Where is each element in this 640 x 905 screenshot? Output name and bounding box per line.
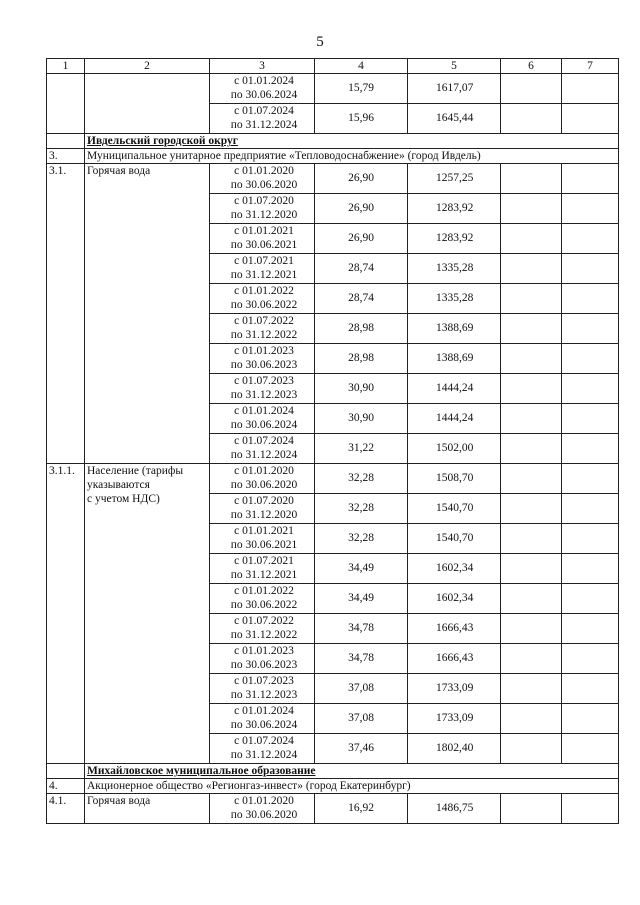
- rate-cell: [315, 644, 408, 674]
- empty-cell-6: [501, 194, 562, 224]
- tariff-cell: [408, 104, 501, 134]
- item-name-line: с учетом НДС): [87, 493, 160, 505]
- period-to: по 31.12.2023: [230, 389, 298, 401]
- org-name-cell: Муниципальное унитарное предприятие «Тепловодоснабжение» (город Ивдель): [85, 149, 619, 164]
- tariff-cell-value: 1388,69: [436, 352, 474, 364]
- period-from: с 01.07.2021: [234, 255, 294, 267]
- rate-cell: [315, 524, 408, 554]
- empty-cell-7: [562, 794, 619, 824]
- period-from: с 01.07.2022: [234, 615, 294, 627]
- org-number-cell: 3.: [47, 149, 85, 164]
- section-title: Михайловское муниципальное образование: [87, 765, 316, 777]
- tariff-cell: [408, 374, 501, 404]
- empty-cell-7: [562, 404, 619, 434]
- period-to: по 31.12.2020: [230, 209, 298, 221]
- period-from: с 01.01.2020: [234, 165, 294, 177]
- rate-cell: [315, 374, 408, 404]
- rate-cell: [315, 704, 408, 734]
- item-name-line: Население (тарифы: [87, 465, 184, 477]
- section-row: [47, 764, 619, 779]
- rate-cell-value: 28,98: [348, 322, 374, 334]
- period-cell: [210, 644, 315, 674]
- tariff-cell: [408, 704, 501, 734]
- period-to: по 30.06.2023: [230, 659, 298, 671]
- column-header-5: 5: [408, 59, 501, 74]
- period-from: с 01.01.2023: [234, 645, 294, 657]
- tariff-cell: [408, 74, 501, 104]
- period-from: с 01.07.2023: [234, 675, 294, 687]
- empty-cell-6: [501, 74, 562, 104]
- period-to: по 30.06.2020: [230, 809, 298, 821]
- rate-cell: [315, 584, 408, 614]
- period-cell: [210, 494, 315, 524]
- empty-cell-7: [562, 584, 619, 614]
- section-row: [47, 134, 619, 149]
- period-cell: [210, 314, 315, 344]
- period-to: по 30.06.2022: [230, 299, 298, 311]
- period-cell: [210, 194, 315, 224]
- rate-cell-value: 15,79: [348, 82, 374, 94]
- rate-cell: [315, 224, 408, 254]
- tariff-cell: [408, 464, 501, 494]
- section-number-cell: [47, 764, 85, 779]
- tariff-cell-value: 1733,09: [436, 712, 474, 724]
- rate-cell-value: 34,49: [348, 592, 374, 604]
- tariff-cell: [408, 794, 501, 824]
- period-to: по 31.12.2022: [230, 629, 298, 641]
- period-to: по 31.12.2024: [230, 749, 298, 761]
- period-cell: [210, 464, 315, 494]
- tariff-cell-value: 1257,25: [436, 172, 474, 184]
- column-header-3: 3: [210, 59, 315, 74]
- period-to: по 30.06.2020: [230, 479, 298, 491]
- rate-cell: [315, 254, 408, 284]
- empty-cell-6: [501, 704, 562, 734]
- period-cell: [210, 524, 315, 554]
- tariff-cell-value: 1388,69: [436, 322, 474, 334]
- tariff-cell: [408, 554, 501, 584]
- tariff-cell: [408, 524, 501, 554]
- period-to: по 31.12.2022: [230, 329, 298, 341]
- period-cell: [210, 374, 315, 404]
- tariff-cell-value: 1733,09: [436, 682, 474, 694]
- rate-cell-value: 34,49: [348, 562, 374, 574]
- rate-cell: [315, 164, 408, 194]
- empty-cell-6: [501, 284, 562, 314]
- period-cell: [210, 584, 315, 614]
- rate-cell-value: 26,90: [348, 172, 374, 184]
- rate-cell-value: 34,78: [348, 652, 374, 664]
- period-from: с 01.01.2022: [234, 285, 294, 297]
- item-name-cell: Горячая вода: [85, 164, 210, 464]
- empty-cell-6: [501, 494, 562, 524]
- rate-cell-value: 28,98: [348, 352, 374, 364]
- tariff-cell-value: 1444,24: [436, 382, 474, 394]
- period-from: с 01.01.2024: [234, 405, 294, 417]
- empty-cell-6: [501, 254, 562, 284]
- column-header-6: 6: [501, 59, 562, 74]
- rate-cell-value: 31,22: [348, 442, 374, 454]
- tariff-cell: [408, 734, 501, 764]
- rate-cell-value: 16,92: [348, 802, 374, 814]
- tariff-cell: [408, 224, 501, 254]
- period-cell: [210, 734, 315, 764]
- item-name-line: указываются: [87, 479, 150, 491]
- period-cell: [210, 404, 315, 434]
- period-to: по 30.06.2020: [230, 179, 298, 191]
- empty-cell-6: [501, 614, 562, 644]
- rate-cell-value: 32,28: [348, 532, 374, 544]
- empty-cell-7: [562, 434, 619, 464]
- empty-cell-6: [501, 164, 562, 194]
- period-cell: [210, 74, 315, 104]
- empty-cell-7: [562, 74, 619, 104]
- period-to: по 30.06.2022: [230, 599, 298, 611]
- rate-cell-value: 37,08: [348, 682, 374, 694]
- organization-row: [47, 149, 619, 164]
- period-cell: [210, 554, 315, 584]
- rate-cell: [315, 794, 408, 824]
- tariff-row: [47, 74, 619, 104]
- tariff-cell: [408, 314, 501, 344]
- rate-cell: [315, 554, 408, 584]
- period-to: по 30.06.2024: [230, 89, 298, 101]
- page-number: 5: [316, 34, 324, 50]
- tariff-cell-value: 1486,75: [436, 802, 474, 814]
- rate-cell-value: 32,28: [348, 502, 374, 514]
- period-from: с 01.01.2024: [234, 705, 294, 717]
- tariff-cell-value: 1802,40: [436, 742, 474, 754]
- rate-cell: [315, 344, 408, 374]
- tariff-cell: [408, 284, 501, 314]
- empty-cell-7: [562, 104, 619, 134]
- empty-cell-7: [562, 194, 619, 224]
- tariff-row: [47, 464, 619, 494]
- rate-cell: [315, 494, 408, 524]
- rate-cell: [315, 734, 408, 764]
- section-number-cell: [47, 134, 85, 149]
- tariff-cell-value: 1335,28: [436, 292, 474, 304]
- empty-cell-7: [562, 314, 619, 344]
- rate-cell: [315, 404, 408, 434]
- empty-cell-6: [501, 524, 562, 554]
- period-from: с 01.07.2020: [234, 495, 294, 507]
- period-from: с 01.01.2021: [234, 525, 294, 537]
- rate-cell: [315, 674, 408, 704]
- period-from: с 01.07.2021: [234, 555, 294, 567]
- period-cell: [210, 704, 315, 734]
- tariff-cell-value: 1283,92: [436, 202, 474, 214]
- period-to: по 30.06.2024: [230, 419, 298, 431]
- tariff-cell-value: 1444,24: [436, 412, 474, 424]
- period-to: по 30.06.2024: [230, 719, 298, 731]
- tariff-cell: [408, 164, 501, 194]
- empty-cell-7: [562, 224, 619, 254]
- empty-cell-6: [501, 734, 562, 764]
- empty-cell-7: [562, 284, 619, 314]
- rate-cell-value: 37,08: [348, 712, 374, 724]
- tariff-cell-value: 1502,00: [436, 442, 474, 454]
- period-from: с 01.07.2022: [234, 315, 294, 327]
- period-from: с 01.01.2020: [234, 465, 294, 477]
- period-from: с 01.07.2020: [234, 195, 294, 207]
- header-row: [47, 59, 619, 74]
- tariff-cell: [408, 674, 501, 704]
- empty-cell-7: [562, 164, 619, 194]
- rate-cell-value: 32,28: [348, 472, 374, 484]
- rate-cell-value: 37,46: [348, 742, 374, 754]
- rate-cell: [315, 464, 408, 494]
- section-title-cell: [85, 764, 619, 779]
- tariff-cell-value: 1283,92: [436, 232, 474, 244]
- empty-cell-7: [562, 674, 619, 704]
- tariff-row: [47, 794, 619, 824]
- period-cell: [210, 674, 315, 704]
- period-cell: [210, 164, 315, 194]
- empty-cell-6: [501, 224, 562, 254]
- empty-cell-7: [562, 374, 619, 404]
- rate-cell-value: 28,74: [348, 262, 374, 274]
- empty-cell-7: [562, 554, 619, 584]
- item-name-cell: [85, 464, 210, 764]
- period-to: по 31.12.2021: [230, 569, 298, 581]
- rate-cell: [315, 104, 408, 134]
- item-number-cell: 3.1.1.: [47, 464, 85, 764]
- period-cell: [210, 254, 315, 284]
- period-cell: [210, 284, 315, 314]
- tariff-cell: [408, 494, 501, 524]
- rate-cell-value: 26,90: [348, 232, 374, 244]
- empty-cell-6: [501, 434, 562, 464]
- empty-cell-7: [562, 614, 619, 644]
- column-header-2: 2: [85, 59, 210, 74]
- rate-cell-value: 34,78: [348, 622, 374, 634]
- period-from: с 01.01.2023: [234, 345, 294, 357]
- empty-cell-6: [501, 404, 562, 434]
- period-from: с 01.07.2024: [234, 105, 294, 117]
- empty-cell-6: [501, 374, 562, 404]
- item-name-cell: Горячая вода: [85, 794, 210, 824]
- tariff-cell-value: 1645,44: [436, 112, 474, 124]
- tariff-cell-value: 1666,43: [436, 622, 474, 634]
- period-to: по 30.06.2021: [230, 539, 298, 551]
- period-cell: [210, 434, 315, 464]
- tariff-cell: [408, 584, 501, 614]
- rate-cell: [315, 284, 408, 314]
- period-to: по 31.12.2021: [230, 269, 298, 281]
- empty-cell-7: [562, 734, 619, 764]
- rate-cell-value: 28,74: [348, 292, 374, 304]
- empty-cell-7: [562, 464, 619, 494]
- empty-cell-6: [501, 344, 562, 374]
- tariff-cell-value: 1335,28: [436, 262, 474, 274]
- tariff-cell: [408, 614, 501, 644]
- rate-cell-value: 30,90: [348, 412, 374, 424]
- empty-cell-6: [501, 644, 562, 674]
- tariff-cell-value: 1508,70: [436, 472, 474, 484]
- column-header-1: 1: [47, 59, 85, 74]
- period-to: по 31.12.2024: [230, 119, 298, 131]
- tariff-cell-value: 1602,34: [436, 592, 474, 604]
- tariff-cell: [408, 344, 501, 374]
- tariff-cell: [408, 644, 501, 674]
- period-cell: [210, 344, 315, 374]
- empty-cell-7: [562, 254, 619, 284]
- number-cell: [47, 74, 85, 134]
- period-to: по 30.06.2021: [230, 239, 298, 251]
- rate-cell: [315, 314, 408, 344]
- section-title-cell: [85, 134, 619, 149]
- empty-cell-6: [501, 104, 562, 134]
- empty-cell-7: [562, 704, 619, 734]
- period-from: с 01.01.2021: [234, 225, 294, 237]
- item-number-cell: 4.1.: [47, 794, 85, 824]
- tariff-table: [46, 58, 619, 824]
- rate-cell: [315, 434, 408, 464]
- period-to: по 30.06.2023: [230, 359, 298, 371]
- period-to: по 31.12.2020: [230, 509, 298, 521]
- tariff-cell-value: 1540,70: [436, 502, 474, 514]
- empty-cell-7: [562, 524, 619, 554]
- tariff-cell: [408, 434, 501, 464]
- tariff-cell-value: 1617,07: [436, 82, 474, 94]
- organization-row: [47, 779, 619, 794]
- period-cell: [210, 614, 315, 644]
- rate-cell: [315, 194, 408, 224]
- tariff-cell-value: 1540,70: [436, 532, 474, 544]
- tariff-cell: [408, 254, 501, 284]
- period-from: с 01.07.2024: [234, 735, 294, 747]
- column-header-4: 4: [315, 59, 408, 74]
- period-cell: [210, 104, 315, 134]
- org-number-cell: 4.: [47, 779, 85, 794]
- column-header-7: 7: [562, 59, 619, 74]
- empty-cell-6: [501, 794, 562, 824]
- rate-cell-value: 26,90: [348, 202, 374, 214]
- rate-cell: [315, 74, 408, 104]
- period-from: с 01.07.2024: [234, 435, 294, 447]
- org-name-cell: Акционерное общество «Регионгаз-инвест» (город Екатеринбург): [85, 779, 619, 794]
- rate-cell: [315, 614, 408, 644]
- rate-cell-value: 15,96: [348, 112, 374, 124]
- tariff-cell-value: 1666,43: [436, 652, 474, 664]
- period-cell: [210, 224, 315, 254]
- empty-cell-7: [562, 494, 619, 524]
- period-from: с 01.01.2024: [234, 75, 294, 87]
- tariff-cell: [408, 404, 501, 434]
- name-cell: [85, 74, 210, 134]
- period-to: по 31.12.2024: [230, 449, 298, 461]
- tariff-row: [47, 164, 619, 194]
- rate-cell-value: 30,90: [348, 382, 374, 394]
- empty-cell-7: [562, 344, 619, 374]
- empty-cell-7: [562, 644, 619, 674]
- section-title: Ивдельский городской округ: [87, 135, 238, 147]
- period-to: по 31.12.2023: [230, 689, 298, 701]
- empty-cell-6: [501, 464, 562, 494]
- period-from: с 01.01.2020: [234, 795, 294, 807]
- empty-cell-6: [501, 674, 562, 704]
- period-cell: [210, 794, 315, 824]
- period-from: с 01.07.2023: [234, 375, 294, 387]
- empty-cell-6: [501, 554, 562, 584]
- empty-cell-6: [501, 584, 562, 614]
- item-number-cell: 3.1.: [47, 164, 85, 464]
- empty-cell-6: [501, 314, 562, 344]
- tariff-cell: [408, 194, 501, 224]
- period-from: с 01.01.2022: [234, 585, 294, 597]
- tariff-cell-value: 1602,34: [436, 562, 474, 574]
